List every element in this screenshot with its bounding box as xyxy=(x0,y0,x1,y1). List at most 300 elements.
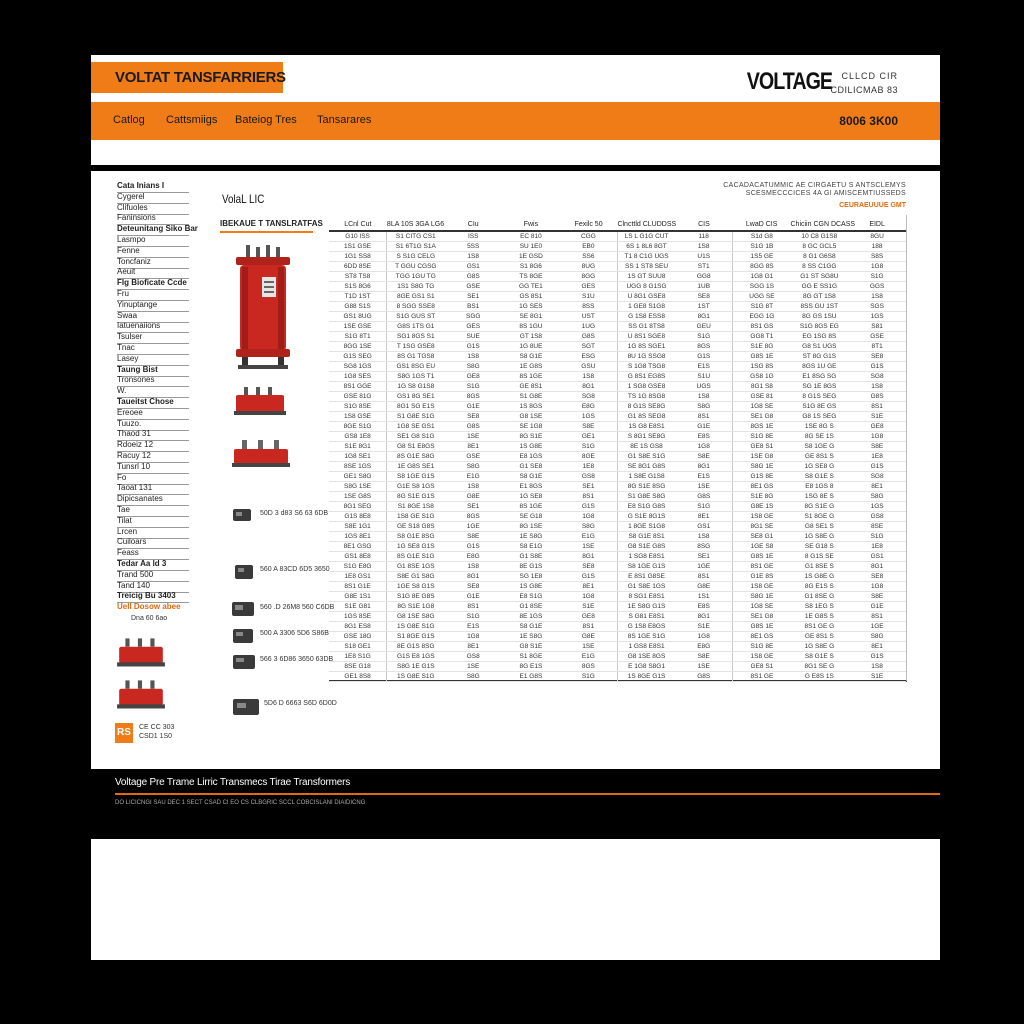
table-cell: GS1 8G SE1 xyxy=(387,392,445,402)
table-cell: E1S xyxy=(675,472,733,482)
table-cell: 1E S8G xyxy=(502,632,560,642)
table-cell: 8G SE 1S xyxy=(791,432,849,442)
sidebar-item[interactable]: Fru xyxy=(117,289,189,301)
table-row[interactable] xyxy=(329,422,906,432)
table-row[interactable] xyxy=(329,592,906,602)
sidebar-item[interactable]: Tae xyxy=(117,505,189,517)
sidebar-item[interactable]: Rdoeiz 12 xyxy=(117,440,189,452)
table-row[interactable] xyxy=(329,272,906,282)
table-cell: GG E SS1G xyxy=(791,282,849,292)
sidebar-item[interactable]: Thaod 31 xyxy=(117,429,189,441)
table-row[interactable] xyxy=(329,632,906,642)
sidebar-item[interactable]: Trand 500 xyxy=(117,570,189,582)
table-cell: S8 1GE G xyxy=(791,442,849,452)
sidebar-item[interactable]: Lasey xyxy=(117,354,189,366)
header-separator xyxy=(91,165,940,171)
table-cell: SE1 xyxy=(560,482,618,492)
table-cell: 1G8 G1 xyxy=(733,272,791,282)
product-column-label: IBEKAUE T TANSLRATFAS xyxy=(220,219,313,233)
table-row[interactable] xyxy=(329,482,906,492)
table-cell: 1S8 GSE xyxy=(329,412,387,422)
table-cell: 8T1 xyxy=(848,342,906,352)
table-row[interactable] xyxy=(329,352,906,362)
main-note-highlight[interactable]: CEURAEUUUE GMT xyxy=(839,202,906,209)
nav-phone[interactable]: 8006 3K00 xyxy=(839,114,898,128)
table-cell: GE8 S1 xyxy=(733,662,791,672)
table-cell: S1E xyxy=(848,412,906,422)
table-cell: E1 G8S xyxy=(502,672,560,682)
product-caption: 500 A 3306 5D6 S86B xyxy=(260,630,329,637)
table-cell: S1G xyxy=(444,612,502,622)
table-cell: S8 G1E xyxy=(502,352,560,362)
transformer-large-image[interactable] xyxy=(232,245,292,373)
sidebar-item[interactable]: Toncfaniz xyxy=(117,257,189,269)
table-cell: 1GS xyxy=(560,412,618,422)
table-cell: E1G xyxy=(560,652,618,662)
table-cell: 1G8 xyxy=(675,442,733,452)
table-row[interactable] xyxy=(329,362,906,372)
sidebar-item[interactable]: Deteunitang Siko Bar xyxy=(117,224,189,236)
table-cell: 8U 1G SSG8 xyxy=(617,352,675,362)
product-caption: 560 A 83CD 6D5 3650 xyxy=(260,566,330,573)
table-cell: G8S 1E xyxy=(733,552,791,562)
sidebar-item[interactable]: Taoat 131 xyxy=(117,483,189,495)
table-cell: T1 8 C1G UGS xyxy=(617,252,675,262)
table-cell: EB0 xyxy=(560,242,618,252)
table-cell: EGG 1G xyxy=(733,312,791,322)
table-cell: 8E1 xyxy=(444,442,502,452)
table-cell: GG8 T1 xyxy=(733,332,791,342)
table-cell: GE 8S1 S xyxy=(791,452,849,462)
footer-subtext: DO LICICNGI SAU DEC 1 SECT CSAD CI EO CS CLBGRIC SCCL COBCISLANI DIAIDICNG xyxy=(115,800,366,806)
table-row[interactable] xyxy=(329,472,906,482)
module-image[interactable] xyxy=(232,627,254,645)
footer-divider xyxy=(115,793,940,795)
table-row[interactable] xyxy=(329,442,906,452)
column-header[interactable]: LwaD CIS xyxy=(733,215,791,231)
nav-item-tansarares[interactable]: Tansarares xyxy=(317,114,372,126)
table-cell: 1SG 8S xyxy=(733,362,791,372)
table-cell: 1S8 xyxy=(560,372,618,382)
table-cell: SE1 G8 xyxy=(733,612,791,622)
table-cell: E1S xyxy=(675,362,733,372)
table-row[interactable] xyxy=(329,572,906,582)
sidebar-item[interactable]: Aeuit xyxy=(117,267,189,279)
table-cell: S8 G1E 8SG xyxy=(387,532,445,542)
transformer-unit-image[interactable] xyxy=(230,440,292,472)
table-row[interactable] xyxy=(329,602,906,612)
table-row[interactable] xyxy=(329,282,906,292)
table-cell: GSE xyxy=(848,332,906,342)
table-cell: GS 8S1 xyxy=(502,292,560,302)
table-cell: 1S8 xyxy=(444,482,502,492)
column-header[interactable]: 8LA 10S 3GA LG6 xyxy=(387,215,445,231)
table-cell: S8 1EG S xyxy=(791,602,849,612)
table-cell: G 1S8 E8GS xyxy=(617,622,675,632)
table-row[interactable] xyxy=(329,512,906,522)
table-cell: 1E8 xyxy=(848,542,906,552)
table-cell: 1S8 GE S1G xyxy=(387,512,445,522)
table-cell: S1 8GE G1S xyxy=(387,632,445,642)
table-cell: S1G 8T1 xyxy=(329,332,387,342)
table-row[interactable] xyxy=(329,662,906,672)
table-cell: G1 8SE S xyxy=(791,562,849,572)
table-row[interactable] xyxy=(329,492,906,502)
table-cell: 1S G8E S1G xyxy=(387,622,445,632)
table-cell: 1GS 8SE xyxy=(329,612,387,622)
table-row[interactable] xyxy=(329,502,906,512)
sidebar-item[interactable]: FIg Bioficate Ccde xyxy=(117,278,189,290)
table-cell: G8 1SE S8G xyxy=(387,612,445,622)
table-cell: 1S8 xyxy=(675,532,733,542)
table-cell: GG TE1 xyxy=(502,282,560,292)
sidebar-item[interactable]: Tedar Aa ld 3 xyxy=(117,559,189,571)
table-cell: 1S8 xyxy=(444,562,502,572)
table-cell: S S1G CELG xyxy=(387,252,445,262)
table-cell: 8 G1S SE8G xyxy=(617,402,675,412)
table-cell: GE S18 G8S xyxy=(387,522,445,532)
table-cell: 1G8 xyxy=(560,592,618,602)
sidebar-logo[interactable]: RS xyxy=(115,723,133,743)
table-cell: 8E G1S xyxy=(502,562,560,572)
column-header[interactable]: EIDL xyxy=(848,215,906,231)
table-cell: 8 SGG SSE8 xyxy=(387,302,445,312)
column-header[interactable]: Fwis xyxy=(502,215,560,231)
table-row[interactable] xyxy=(329,562,906,572)
table-cell: S1G xyxy=(848,532,906,542)
sidebar-item[interactable]: Cygerel xyxy=(117,192,189,204)
sidebar-item[interactable]: Tsulser xyxy=(117,332,189,344)
table-cell: 8GE GS1 S1 xyxy=(387,292,445,302)
table-cell: 1G8 SE xyxy=(733,602,791,612)
column-header[interactable]: Clncttld CLUDDSS xyxy=(617,215,675,231)
table-cell: S8G xyxy=(848,492,906,502)
column-header[interactable]: Chiciin CGN DCASS xyxy=(791,215,849,231)
table-cell: 1G8 SE1 xyxy=(329,452,387,462)
table-row[interactable] xyxy=(329,322,906,332)
module-image[interactable] xyxy=(232,507,252,523)
table-row[interactable] xyxy=(329,432,906,442)
table-cell: S1G xyxy=(560,442,618,452)
table-cell: 8SE G18 xyxy=(329,662,387,672)
module-image[interactable] xyxy=(230,600,256,618)
table-cell: 8GS xyxy=(560,662,618,672)
table-cell: BS1 xyxy=(444,302,502,312)
table-cell: S8G 1E xyxy=(733,462,791,472)
table-cell: S8G xyxy=(848,632,906,642)
table-cell: 1GS xyxy=(848,502,906,512)
table-cell: S8G xyxy=(444,462,502,472)
table-cell: G1 8SE G xyxy=(791,592,849,602)
nav-item-catalog[interactable]: Catlog xyxy=(113,114,145,126)
table-cell: GS8 xyxy=(444,652,502,662)
table-cell: S1E 8G xyxy=(733,492,791,502)
table-cell: SGG 1S xyxy=(733,282,791,292)
sidebar-item[interactable]: Treicig Bu 3403 xyxy=(117,591,189,603)
table-cell: 8S G1 TGS8 xyxy=(387,352,445,362)
sidebar-item[interactable]: Racuy 12 xyxy=(117,451,189,463)
table-cell: 1 S8E G1S8 xyxy=(617,472,675,482)
nav-item-cattsmiigs[interactable]: Cattsmiigs xyxy=(166,114,218,126)
table-cell: GSE 81 xyxy=(733,392,791,402)
main-note-line-2: SCESMECCCICES 4A GI AMISCEMTIUSSEDS xyxy=(745,190,906,197)
table-cell: G8S xyxy=(675,492,733,502)
table-cell: 8G S1E G1S xyxy=(387,492,445,502)
table-cell: 8S1 G1E xyxy=(329,582,387,592)
table-cell: 1S G8E S1G xyxy=(387,672,445,682)
transformer-unit-image[interactable] xyxy=(232,387,288,421)
table-cell: 1SE 8G S xyxy=(791,422,849,432)
table-cell: S8G 1GS T1 xyxy=(387,372,445,382)
table-cell: 1E G8S xyxy=(502,362,560,372)
table-cell: S8S xyxy=(848,252,906,262)
sidebar-item[interactable]: Cata Inians I xyxy=(117,181,189,193)
table-row[interactable] xyxy=(329,402,906,412)
table-row[interactable] xyxy=(329,312,906,322)
table-cell: G1S xyxy=(444,542,502,552)
table-cell: 1GE S8 xyxy=(733,542,791,552)
table-cell: E1S xyxy=(444,622,502,632)
table-cell: 8G1 SEG xyxy=(329,502,387,512)
sidebar-item[interactable]: Uell Dosow abee xyxy=(117,602,181,612)
table-cell: 1SE G8S xyxy=(329,492,387,502)
sidebar-item[interactable]: Tand 140 xyxy=(117,581,189,593)
module-image[interactable] xyxy=(234,563,254,581)
sidebar-product-thumbnail[interactable] xyxy=(115,637,167,671)
table-cell: S8 1GE G1S xyxy=(617,562,675,572)
table-cell: G1S xyxy=(560,502,618,512)
table-cell: 8GS 1E xyxy=(733,422,791,432)
column-header[interactable]: LCnl Cut xyxy=(329,215,387,231)
table-cell: 8S1 GGE xyxy=(329,382,387,392)
table-cell: 1S G8E xyxy=(502,442,560,452)
sidebar-item[interactable]: Taueitst Chose xyxy=(117,397,189,409)
table-cell: T GGU CGSG xyxy=(387,262,445,272)
table-cell: G8E xyxy=(675,582,733,592)
table-cell: 1G8 xyxy=(444,632,502,642)
sidebar-item[interactable]: Tilat xyxy=(117,516,189,528)
table-cell: G1S xyxy=(444,342,502,352)
table-cell: G10 ISS xyxy=(329,231,387,242)
table-cell: E8G xyxy=(444,552,502,562)
table-cell: S1E xyxy=(675,622,733,632)
table-row[interactable] xyxy=(329,392,906,402)
table-cell: 1GS xyxy=(848,312,906,322)
table-cell: GE8 xyxy=(560,612,618,622)
table-cell: S1S 8G6 xyxy=(329,282,387,292)
table-row[interactable] xyxy=(329,302,906,312)
table-cell: E 8S1 G8SE xyxy=(617,572,675,582)
table-cell: 8G E1S S xyxy=(791,582,849,592)
product-column xyxy=(220,235,337,735)
table-row[interactable] xyxy=(329,552,906,562)
table-row[interactable] xyxy=(329,642,906,652)
table-cell: 1S1 S8G TG xyxy=(387,282,445,292)
table-row[interactable] xyxy=(329,372,906,382)
table-row[interactable] xyxy=(329,382,906,392)
table-cell: S1G xyxy=(675,332,733,342)
table-cell: 8G S1E 8SG xyxy=(617,482,675,492)
table-cell: S8 G1E xyxy=(502,622,560,632)
column-header[interactable]: CIS xyxy=(675,215,733,231)
table-cell: S1G 8E G8S xyxy=(387,592,445,602)
table-row[interactable] xyxy=(329,242,906,252)
table-cell: 8E1 xyxy=(848,482,906,492)
table-cell: E8 S1G G8S xyxy=(617,502,675,512)
column-header[interactable]: CIu xyxy=(444,215,502,231)
table-row[interactable] xyxy=(329,252,906,262)
table-cell: 8E G1S 8SG xyxy=(387,642,445,652)
table-row[interactable] xyxy=(329,532,906,542)
table-cell: 8G 1SE xyxy=(502,522,560,532)
table-cell: 8 SG1 E8S1 xyxy=(617,592,675,602)
brand-subtagline: CDILICMAB 83 xyxy=(830,85,898,95)
table-cell: G1 S8E 1GS xyxy=(617,582,675,592)
table-cell: ISS xyxy=(444,231,502,242)
table-cell: SE8 xyxy=(560,562,618,572)
sidebar-item[interactable]: Ereoee xyxy=(117,408,189,420)
table-cell: S1E xyxy=(848,672,906,682)
table-row[interactable] xyxy=(329,462,906,472)
table-row[interactable] xyxy=(329,332,906,342)
table-cell: GT 1S8 xyxy=(502,332,560,342)
table-cell: TS 1G 8SG8 xyxy=(617,392,675,402)
sidebar-item[interactable]: Tunsrl 10 xyxy=(117,462,189,474)
sidebar-item[interactable]: Lasmpo xyxy=(117,235,189,247)
table-cell: GSE 18G xyxy=(329,632,387,642)
table-cell: G1 8S SEG8 xyxy=(617,412,675,422)
sidebar-item[interactable]: W. xyxy=(117,386,189,398)
sidebar-item[interactable]: Fo xyxy=(117,473,189,485)
table-cell: 8GG 1SE xyxy=(329,342,387,352)
table-row[interactable] xyxy=(329,652,906,662)
table-cell: S 1G8 TSG8 xyxy=(617,362,675,372)
table-row[interactable] xyxy=(329,582,906,592)
table-cell: S1G 8T xyxy=(733,302,791,312)
table-cell: 8G1 xyxy=(848,562,906,572)
sidebar-item[interactable]: Fenne xyxy=(117,246,189,258)
table-cell: G88 S1S xyxy=(329,302,387,312)
table-cell: SE1 xyxy=(675,552,733,562)
table-row[interactable] xyxy=(329,452,906,462)
brand-logo[interactable]: VOLTAGE xyxy=(746,68,832,95)
table-row[interactable] xyxy=(329,622,906,632)
table-cell: SE8 xyxy=(444,582,502,592)
main-heading: VolaL LIC xyxy=(222,192,265,206)
table-cell: 1G8 SE GS1 xyxy=(387,422,445,432)
table-cell: G8 S1E G8S xyxy=(617,542,675,552)
table-cell: G8S xyxy=(560,332,618,342)
table-cell: G1 8SE xyxy=(502,602,560,612)
sidebar-item[interactable]: Feass xyxy=(117,548,189,560)
table-row[interactable] xyxy=(329,672,906,682)
sidebar-item[interactable]: Iatuenaiions xyxy=(117,321,189,333)
table-cell: 1G8 SES xyxy=(329,372,387,382)
table-cell: U 8S1 SGE8 xyxy=(617,332,675,342)
sidebar-item[interactable]: Faninsions xyxy=(117,213,189,225)
table-cell: S1G 8E xyxy=(733,432,791,442)
table-row[interactable] xyxy=(329,262,906,272)
table-row[interactable] xyxy=(329,542,906,552)
table-cell: U 8G1 GSE8 xyxy=(617,292,675,302)
table-cell: S8E 1G1 xyxy=(329,522,387,532)
table-cell: SE1 G8 xyxy=(733,412,791,422)
sidebar-item[interactable]: Cuiloars xyxy=(117,537,189,549)
table-cell: S1G xyxy=(444,382,502,392)
table-cell: G1 SE8 xyxy=(502,462,560,472)
table-cell: 1G8 xyxy=(848,432,906,442)
table-cell: 1G SE8 xyxy=(502,492,560,502)
table-cell: SE G18 xyxy=(502,512,560,522)
module-image[interactable] xyxy=(232,653,256,671)
table-cell: GS1 8UG xyxy=(329,312,387,322)
table-cell: 8G GS 1SU xyxy=(791,312,849,322)
sidebar-item[interactable]: Tronsones xyxy=(117,375,189,387)
table-cell: 8GU xyxy=(848,231,906,242)
table-cell: GE 8S1 xyxy=(502,382,560,392)
table-cell: ST1 xyxy=(675,262,733,272)
table-cell: G1 8SE 1GS xyxy=(387,562,445,572)
table-cell: G 8S1 EG8S xyxy=(617,372,675,382)
table-row[interactable] xyxy=(329,412,906,422)
table-cell: 8GG xyxy=(560,272,618,282)
table-cell: UGG SE xyxy=(733,292,791,302)
sidebar-product-thumbnail[interactable] xyxy=(115,679,167,713)
product-caption: 566 3 6D86 3650 63DB xyxy=(260,656,334,663)
nav-item-bateiog[interactable]: Bateiog Tres xyxy=(235,114,297,126)
table-cell: SG 1E 8GS xyxy=(791,382,849,392)
table-cell: 1S GT SUU8 xyxy=(617,272,675,282)
table-cell: 1SE xyxy=(560,542,618,552)
table-cell: SE8 xyxy=(675,292,733,302)
sidebar-item[interactable]: Tuuzo. xyxy=(117,419,189,431)
table-cell: E8 S1G xyxy=(502,592,560,602)
module-image[interactable] xyxy=(232,697,260,717)
table-row[interactable] xyxy=(329,612,906,622)
table-row[interactable] xyxy=(329,231,906,242)
sidebar-item[interactable]: Clifuoles xyxy=(117,203,189,215)
table-row[interactable] xyxy=(329,522,906,532)
sidebar-item[interactable]: Lrcen xyxy=(117,527,189,539)
site-title[interactable]: VOLTAT TANSFARRIERS xyxy=(91,62,283,93)
table-cell: G 1S8 ESS8 xyxy=(617,312,675,322)
sidebar-item[interactable]: Tnac xyxy=(117,343,189,355)
table-cell: G8S xyxy=(444,272,502,282)
sidebar-item[interactable]: Yinuptange xyxy=(117,300,189,312)
table-cell: E 1G8 S8G1 xyxy=(617,662,675,672)
table-cell: S G81 E8S1 xyxy=(617,612,675,622)
table-cell: 8SE 1GS xyxy=(329,462,387,472)
table-cell: S8G 1E xyxy=(733,592,791,602)
table-cell: G8S 1E xyxy=(733,622,791,632)
sidebar-item[interactable]: Swaa xyxy=(117,311,189,323)
table-row[interactable] xyxy=(329,292,906,302)
table-cell: G8S 1TS G1 xyxy=(387,322,445,332)
table-cell: 8G1 S8 xyxy=(733,382,791,392)
column-header[interactable]: Fexilc 50 xyxy=(560,215,618,231)
table-cell: S8G 1E G1S xyxy=(387,662,445,672)
table-cell: 8S 1GE xyxy=(502,372,560,382)
table-cell: GS8 xyxy=(848,512,906,522)
sidebar-item[interactable]: Dipicsanates xyxy=(117,494,189,506)
table-cell: 1 GS8 E8S1 xyxy=(617,642,675,652)
sidebar-item[interactable]: Taung Bist xyxy=(117,365,189,377)
table-row[interactable] xyxy=(329,342,906,352)
table-cell: 1 GE8 S1G8 xyxy=(617,302,675,312)
table-cell: E8G xyxy=(560,402,618,412)
table-cell: 1ST xyxy=(675,302,733,312)
table-cell: S8 E1G xyxy=(502,542,560,552)
